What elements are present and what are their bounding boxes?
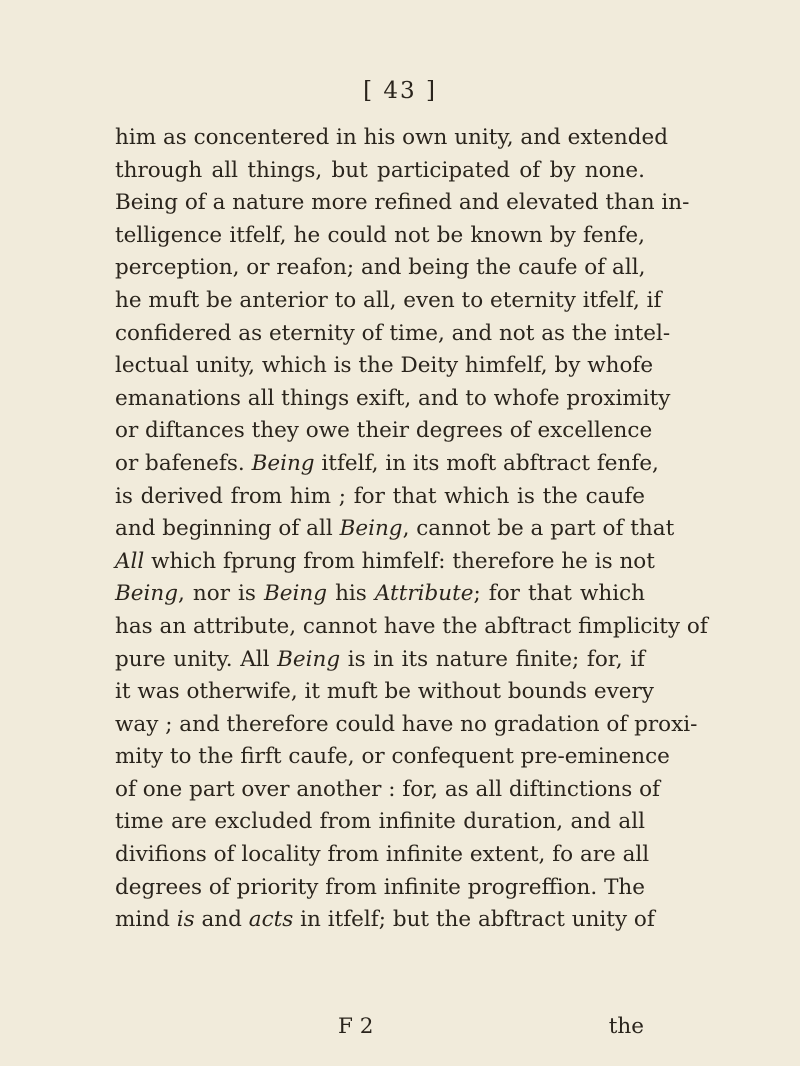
text-line: time are excluded from infinite duration, and all [115,809,645,835]
text-line: is derived from him ; for that which is the caufe [115,483,645,509]
text-line: pure unity. All Being is in its nature finite; for, if [115,646,645,672]
text-line: emanations all things exift, and to whofe proximity [115,385,671,411]
page-footer [0,1014,800,1048]
text-line: Being, nor is Being his Attribute; for that which [115,581,646,607]
body-text [115,122,708,937]
signature-mark: F 2 [338,1014,374,1039]
catchword: the [608,1014,644,1039]
text-line: he muft be anterior to all, even to eternity itfelf, if [115,287,662,313]
italic-word: Being [277,646,341,672]
text-line: divifions of locality from infinite extent, fo are all [115,842,650,868]
text-line: mind is and acts in itfelf; but the abftract unity of [115,907,655,933]
italic-word: Attribute [374,581,474,607]
italic-word: Being [115,581,179,607]
text-line: it was otherwife, it muft be without bounds every [115,679,654,705]
italic-word: All [115,548,145,574]
text-line: or bafenefs. Being itfelf, in its moft abftract fenfe, [115,450,659,476]
text-line: All which fprung from himfelf: therefore he is not [115,548,655,574]
text-line: perception, or reafon; and being the caufe of all, [115,255,646,281]
text-line: Being of a nature more refined and elevated than in- [115,190,690,216]
page-number: [ 43 ] [363,78,437,104]
italic-word: acts [248,907,294,933]
text-line: him as concentered in his own unity, and extended [115,125,668,150]
italic-word: Being [251,450,315,476]
text-line: through all things, but participated of by none. [115,157,645,183]
text-line: telligence itfelf, he could not be known by fenfe, [115,222,645,248]
text-line: way ; and therefore could have no gradation of proxi- [115,711,698,737]
italic-word: Being [339,516,403,542]
text-line: degrees of priority from infinite progreffion. The [115,874,645,900]
text-line: has an attribute, cannot have the abftract fimplicity of [115,613,708,639]
text-line: and beginning of all Being, cannot be a part of that [115,516,675,542]
text-line: or diftances they owe their degrees of excellence [115,418,653,444]
text-line: of one part over another : for, as all diftinctions of [115,776,661,802]
italic-word: Being [264,581,328,607]
text-line: lectual unity, which is the Deity himfelf, by whofe [115,353,654,379]
italic-word: is [176,907,195,933]
text-line: confidered as eternity of time, and not as the intel- [115,320,671,346]
text-line: mity to the firft caufe, or confequent pre-eminence [115,744,670,770]
